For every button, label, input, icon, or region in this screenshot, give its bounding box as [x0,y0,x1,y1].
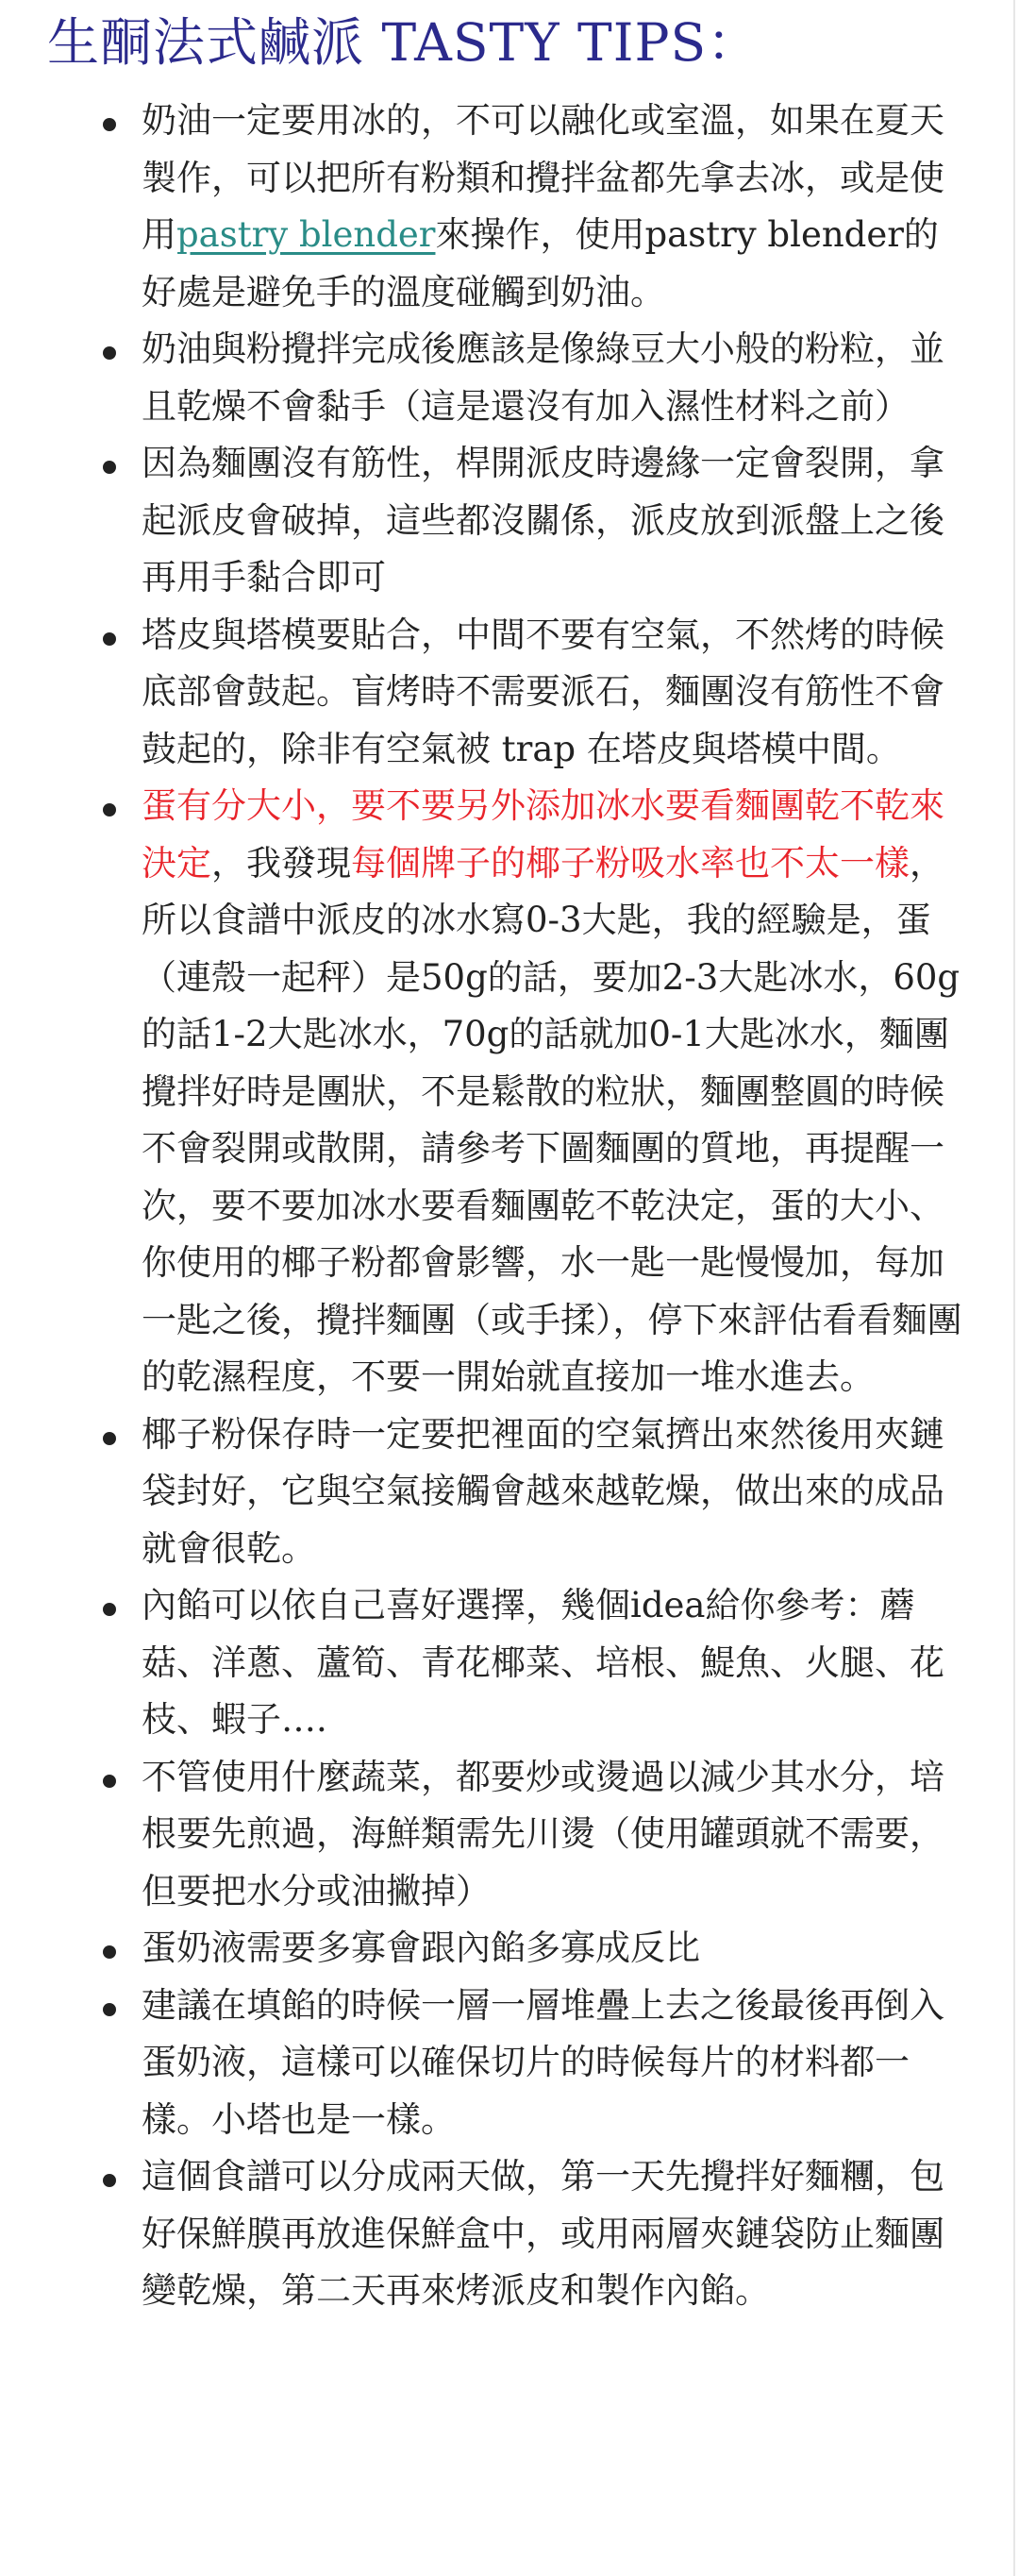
tip-text: 建議在填餡的時候一層一層堆疊上去之後最後再倒入蛋奶液，這樣可以確保切片的時候每片的材料都一樣。小塔也是一樣。 [142,1984,944,2140]
bullet-icon [103,2003,116,2016]
tip-text: 因為麵團沒有筋性，桿開派皮時邊緣一定會裂開，拿起派皮會破掉，這些都沒關係，派皮放到派盤上之後再用手黏合即可 [142,443,944,598]
tip-text: ，我發現 [211,842,351,884]
bullet-icon [103,1775,116,1788]
tip-item [142,2148,1019,2320]
bullet-icon [103,803,116,817]
tip-item [142,435,1019,607]
tip-item [142,321,1019,435]
highlighted-text: 每個牌子的椰子粉吸水率也不太一樣 [351,842,910,884]
bullet-icon [103,346,116,360]
tip-text: 這個食譜可以分成兩天做，第一天先攪拌好麵糰，包好保鮮膜再放進保鮮盒中，或用兩層夾鏈袋防止麵團變乾燥，第二天再來烤派皮和製作內餡。 [142,2156,944,2311]
tip-item [142,1577,1019,1749]
tip-item [142,1978,1019,2149]
tip-item [142,93,1019,321]
bullet-icon [103,461,116,474]
bullet-icon [103,1945,116,1959]
tip-text: 塔皮與塔模要貼合，中間不要有空氣，不然烤的時候底部會鼓起。盲烤時不需要派石，麵團沒有筋性不會鼓起的，除非有空氣被 trap 在塔皮與塔模中間。 [142,614,944,769]
bullet-icon [103,2174,116,2187]
pastry-blender-link[interactable]: pastry blender [176,214,436,255]
section-title: 生酮法式鹹派 TASTY TIPS： [47,12,760,73]
tip-text: 不管使用什麼蔬菜，都要炒或燙過以減少其水分，培根要先煎過，海鮮類需先川燙（使用罐頭就不需要，但要把水分或油撇掉） [142,1756,944,1911]
tip-text: ，所以食譜中派皮的冰水寫0-3大匙，我的經驗是，蛋（連殼一起秤）是50g的話，要加2-3大匙冰水，60g的話1-2大匙冰水，70g的話就加0-1大匙冰水，麵團攪拌好時是團狀，不是鬆散的粒狀，麵團整圓的時候不會裂開或散開，請參考下圖麵團的質地，再提醒一次，要不要加冰水要看麵團乾不乾決定，蛋的大小、你使用的椰子粉都會影響，水一匙一匙慢慢加，每加一匙之後，攪拌麵團（或手揉），停下來評估看看麵團的乾濕程度，不要一開始就直接加一堆水進去。 [142,842,962,1397]
bullet-icon [103,118,116,131]
tip-text: 奶油與粉攪拌完成後應該是像綠豆大小般的粉粒，並且乾燥不會黏手（這是還沒有加入濕性材料之前） [142,328,944,427]
bullet-icon [103,1603,116,1616]
highlighted-text: 蛋有分大小，要不要另外添加冰水要看麵團乾不乾來決定 [142,785,944,884]
tips-list [0,79,1019,2320]
tip-text: 來操作，使用pastry blender的好處是避免手的溫度碰觸到奶油。 [142,214,939,312]
tip-text: 內餡可以依自己喜好選擇，幾個idea給你參考：蘑菇、洋蔥、蘆筍、青花椰菜、培根、鯷魚、火腿、花枝、蝦子…. [142,1585,944,1740]
tip-item [142,1920,1019,1978]
tip-item [142,1749,1019,1921]
tip-item [142,1406,1019,1578]
tip-item [142,607,1019,779]
tip-text: 蛋奶液需要多寡會跟內餡多寡成反比 [142,1928,700,1968]
bullet-icon [103,1432,116,1445]
tip-text: 椰子粉保存時一定要把裡面的空氣擠出來然後用夾鏈袋封好，它與空氣接觸會越來越乾燥，做出來的成品就會很乾。 [142,1413,944,1569]
tip-item [142,778,1019,1406]
bullet-icon [103,632,116,646]
tip-text: 奶油一定要用冰的，不可以融化或室溫，如果在夏天製作，可以把所有粉類和攪拌盆都先拿去冰，或是使用 [142,100,944,255]
